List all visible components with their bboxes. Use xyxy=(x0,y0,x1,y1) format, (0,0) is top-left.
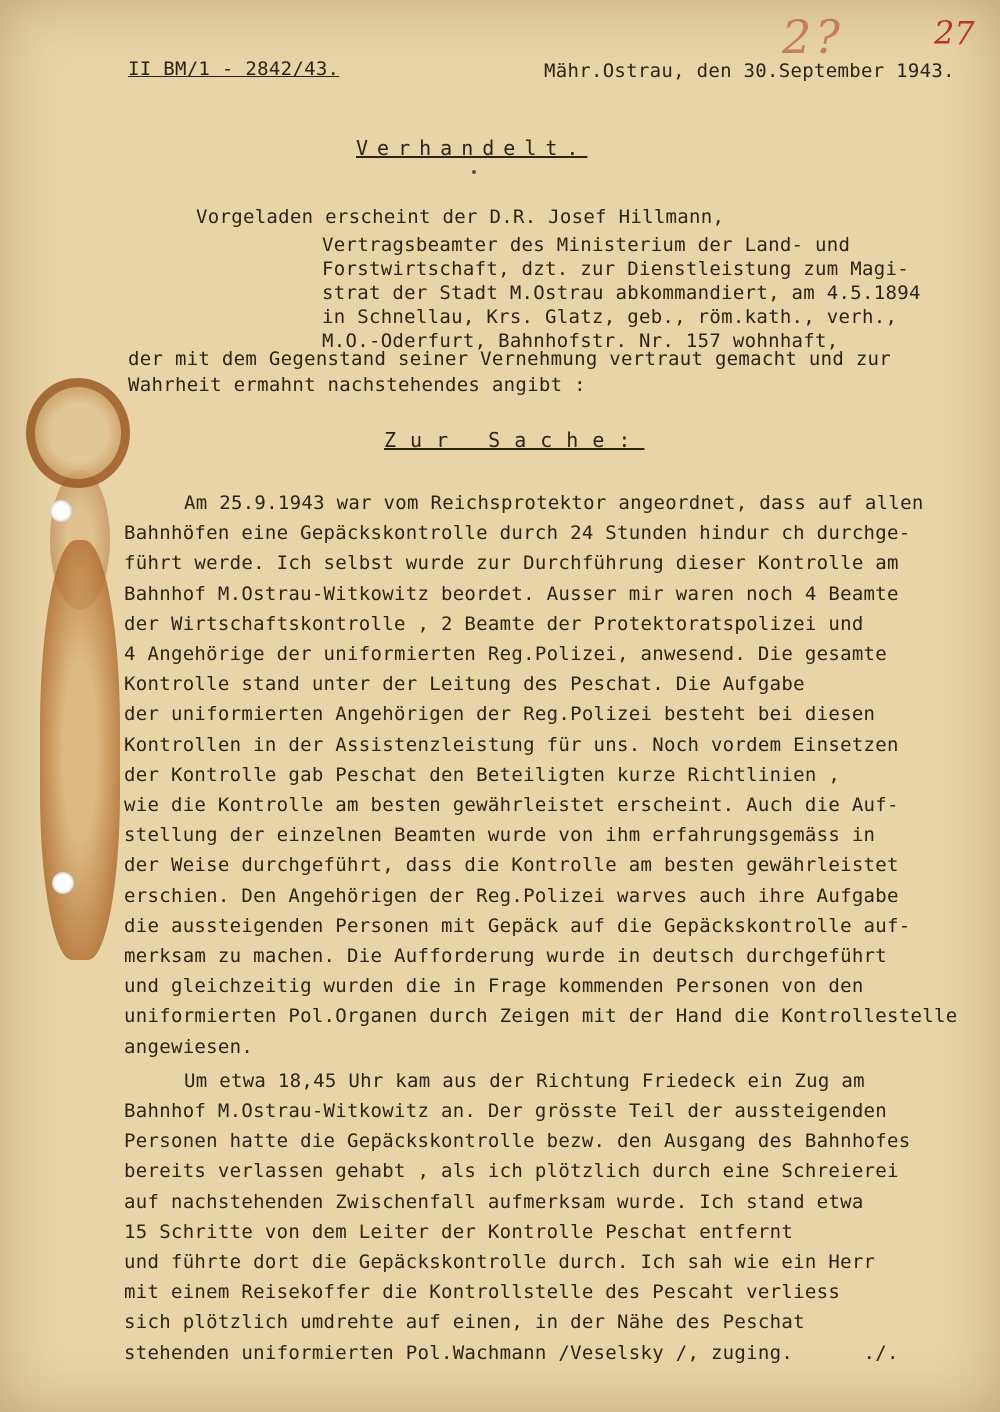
section-title: Zur Sache: xyxy=(384,428,645,452)
intro-line: strat der Stadt M.Ostrau abkommandiert, am 4.5.1894 xyxy=(322,282,921,304)
body-line: Bahnhöfen eine Gepäckskontrolle durch 24 Stunden hindur ch durchge- xyxy=(124,522,911,544)
water-stain-long xyxy=(40,540,120,960)
body-line: merksam zu machen. Die Aufforderung wurde in deutsch durchgeführt xyxy=(124,945,888,967)
body-line: führt werde. Ich selbst wurde zur Durchführung dieser Kontrolle am xyxy=(124,552,899,574)
body-line: angewiesen. xyxy=(124,1036,254,1058)
body-line: mit einem Reisekoffer die Kontrollstelle des Pescaht verliess xyxy=(124,1281,841,1303)
body-line: uniformierten Pol.Organen durch Zeigen mit der Hand die Kontrollestelle xyxy=(124,1005,958,1027)
body-line: stehenden uniformierten Pol.Wachmann /Veselsky /, zuging. ./. xyxy=(124,1342,899,1364)
body-line: der uniformierten Angehörigen der Reg.Polizei besteht bei diesen xyxy=(124,703,876,725)
body-line: 4 Angehörige der uniformierten Reg.Polizei, anwesend. Die gesamte xyxy=(124,643,888,665)
body-line: wie die Kontrolle am besten gewährleistet erscheint. Auch die Auf- xyxy=(124,794,899,816)
reference-number: II BM/1 - 2842/43. xyxy=(128,58,340,80)
body-line: Kontrollen in der Assistenzleistung für uns. Noch vordem Einsetzen xyxy=(124,734,899,756)
body-line: und führte dort die Gepäckskontrolle durch. Ich sah wie ein Herr xyxy=(124,1251,876,1273)
body-line: auf nachstehenden Zwischenfall aufmerksam wurde. Ich stand etwa xyxy=(124,1191,864,1213)
body-line: erschien. Den Angehörigen der Reg.Polizei warves auch ihre Aufgabe xyxy=(124,885,899,907)
body-line: Personen hatte die Gepäckskontrolle bezw. den Ausgang des Bahnhofes xyxy=(124,1130,911,1152)
archive-number: 27 xyxy=(934,14,975,52)
body-line: die aussteigenden Personen mit Gepäck auf die Gepäckskontrolle auf- xyxy=(124,915,911,937)
document-title: Verhandelt. xyxy=(356,136,588,160)
intro-line: der mit dem Gegenstand seiner Vernehmung vertraut gemacht und zur xyxy=(128,348,892,370)
intro-line: in Schnellau, Krs. Glatz, geb., röm.kath., verh., xyxy=(322,306,898,328)
rust-stain-ring xyxy=(26,378,130,488)
body-line: sich plötzlich umdrehte auf einen, in der Nähe des Peschat xyxy=(124,1311,805,1333)
body-line: stellung der einzelnen Beamten wurde von ihm erfahrungsgemäss in xyxy=(124,824,876,846)
intro-line: Vertragsbeamter des Ministerium der Land- und xyxy=(322,234,851,256)
body-line: der Wirtschaftskontrolle , 2 Beamte der Protektoratspolizei und xyxy=(124,613,864,635)
archive-number-faded: 2? xyxy=(782,10,844,64)
body-line: Kontrolle stand unter der Leitung des Peschat. Die Aufgabe xyxy=(124,673,805,695)
body-line: der Weise durchgeführt, dass die Kontrolle am besten gewährleistet xyxy=(124,854,899,876)
intro-line: Forstwirtschaft, dzt. zur Dienstleistung zum Magi- xyxy=(322,258,909,280)
intro-line: Wahrheit ermahnt nachstehendes angibt : xyxy=(128,374,586,396)
body-line: Bahnhof M.Ostrau-Witkowitz beordet. Ausser mir waren noch 4 Beamte xyxy=(124,583,899,605)
intro-line: M.O.-Oderfurt, Bahnhofstr. Nr. 157 wohnhaft, xyxy=(322,330,839,352)
body-line: Bahnhof M.Ostrau-Witkowitz an. Der grösste Teil der aussteigenden xyxy=(124,1100,888,1122)
punch-hole xyxy=(52,872,74,894)
body-line: der Kontrolle gab Peschat den Beteiligten kurze Richtlinien , xyxy=(124,764,841,786)
ink-dot xyxy=(472,170,476,174)
punch-hole xyxy=(50,500,72,522)
place-date: Mähr.Ostrau, den 30.September 1943. xyxy=(544,60,955,82)
body-line: bereits verlassen gehabt , als ich plötzlich durch eine Schreierei xyxy=(124,1160,899,1182)
body-line: Am 25.9.1943 war vom Reichsprotektor angeordnet, dass auf allen xyxy=(184,492,924,514)
intro-line: Vorgeladen erscheint der D.R. Josef Hillmann, xyxy=(196,206,725,228)
body-line: Um etwa 18,45 Uhr kam aus der Richtung Friedeck ein Zug am xyxy=(184,1070,865,1092)
body-line: und gleichzeitig wurden die in Frage kommenden Personen von den xyxy=(124,975,864,997)
body-line: 15 Schritte von dem Leiter der Kontrolle Peschat entfernt xyxy=(124,1221,794,1243)
